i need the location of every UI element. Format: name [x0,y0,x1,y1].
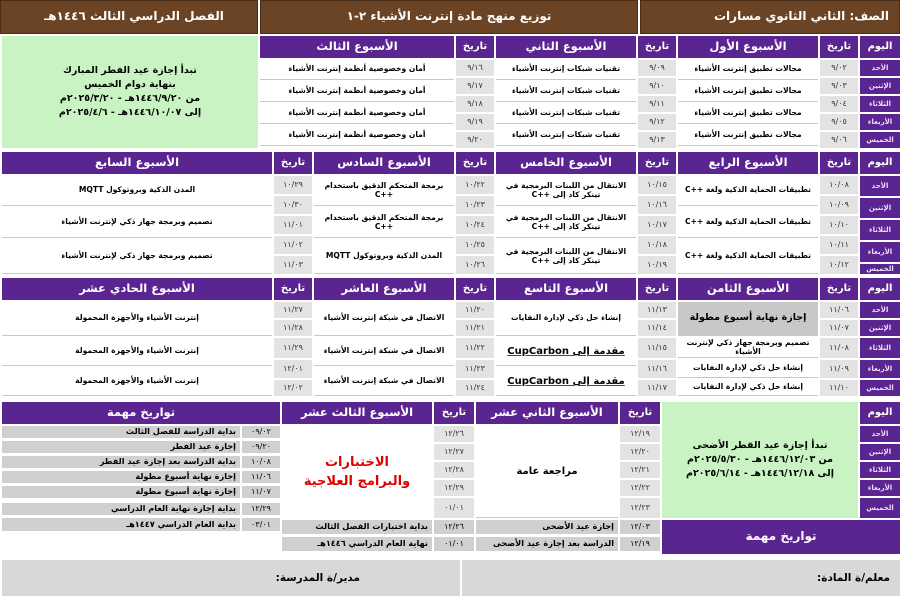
week-7-topic: تصميم وبرمجة جهاز ذكي لإنترنت الأشياء [2,240,272,274]
week-12-date: ١٢/٢٢ [620,480,660,496]
date-header: تاريخ [638,278,676,300]
week-4-date: ١٠/١٠ [820,216,858,234]
important-date: ١٢/٢٦ [434,520,474,535]
week-6-date: ١٠/٢٣ [456,196,494,214]
week-2-topic: تقنيات شبكات إنترنت الأشياء [496,60,636,80]
week-2-date: ٩/١٠ [638,78,676,94]
week-1-topic: مجالات تطبيق إنترنت الأشياء [678,126,818,146]
important-dates-label: تواريخ مهمة [662,520,900,554]
week-5-date: ١٠/١٥ [638,176,676,194]
date-header: تاريخ [638,36,676,58]
fitr-line: بنهاية دوام الخميس [84,79,176,91]
important-item: الدراسة بعد إجازة عيد الأضحى [476,537,618,552]
week-10-topic: الاتصال في شبكة إنترنت الأشياء [314,368,454,396]
important-item: إجازة نهاية أسبوع مطولة [2,486,240,499]
term-header: الفصل الدراسي الثالث ١٤٤٦هـ [0,0,258,34]
week-13-date: ١٢/٢٦ [434,426,474,442]
week-10-topic: الاتصال في شبكة إنترنت الأشياء [314,302,454,336]
week-3-date: ٩/١٦ [456,60,494,76]
week-12-date: ١٢/٢٠ [620,444,660,460]
important-item: بداية العام الدراسي ١٤٤٧هـ [2,518,240,532]
week-4-topic: تطبيقات الحماية الذكية ولغة ++C [678,208,818,238]
week-2-topic: تقنيات شبكات إنترنت الأشياء [496,104,636,124]
week-5-date: ١٠/١٩ [638,256,676,274]
day-label: الثلاثاء [860,96,900,112]
week-6-topic: برمجة المتحكم الدقيق باستخدام ++C [314,176,454,206]
fitr-line: إلى ١٤٤٦/١٠/٠٧هـ - ٢٠٢٥/٤/٦م [58,106,202,118]
fitr-holiday-note [2,36,258,148]
week-11-date: ١١/٢٨ [274,320,312,336]
week-2-topic: تقنيات شبكات إنترنت الأشياء [496,126,636,146]
important-date: ٠٣/٠١ [242,518,280,532]
week-9-topic: مقدمة إلى CupCarbon [496,338,636,366]
day-label: الإثنين [860,198,900,218]
week-10-date: ١١/٢٢ [456,338,494,358]
date-header: تاريخ [820,36,858,58]
day-header: اليوم [860,152,900,174]
date-header: تاريخ [274,152,312,174]
important-item: إجازة عيد الأضحى [476,520,618,535]
adha-line: إلى ١٤٤٦/١٢/١٨هـ - ٢٠٢٥/٦/١٤م [686,467,834,479]
important-item: بداية الدراسة للفصل الثالث [2,426,240,439]
principal-signature: مدير/ة المدرسة: [2,560,460,596]
week-8-topic: إجازة نهاية أسبوع مطولة [678,302,818,336]
adha-line: تبدأ إجازة عيد القطر الأضحى [692,440,828,452]
week-6-date: ١٠/٢٢ [456,176,494,194]
important-item: إجازة عيد الفطر [2,441,240,454]
week-11-date: ١١/٢٩ [274,338,312,358]
week-11-topic: إنترنت الأشياء والأجهزة المحمولة [2,338,272,366]
date-header: تاريخ [820,152,858,174]
week-1-title: الأسبوع الأول [678,36,818,58]
week-3-topic: أمان وخصوصية أنظمة إنترنت الأشياء [260,82,454,102]
adha-holiday-note [662,402,858,518]
week-9-topic: إنشاء حل ذكي لإدارة النفايات [496,302,636,336]
day-label: الأربعاء [860,242,900,262]
week-11-topic: إنترنت الأشياء والأجهزة المحمولة [2,302,272,336]
important-date: ٠٩/٠٢ [242,426,280,439]
week-10-topic: الاتصال في شبكة إنترنت الأشياء [314,338,454,366]
important-date: ١٠/٠٨ [242,456,280,469]
day-label: الإثنين [860,78,900,94]
day-header: اليوم [860,402,900,424]
fitr-line: تبدأ إجازة عيد الفطر المبارك [63,65,197,77]
important-date: ١١/٠٧ [242,486,280,499]
day-label: الأربعاء [860,360,900,378]
date-header: تاريخ [456,36,494,58]
week-8-title: الأسبوع الثامن [678,278,818,300]
week-6-date: ١٠/٢٦ [456,256,494,274]
week-13-topic: الاختبارات والبرامج العلاجية [282,426,432,518]
week-5-topic: الانتقال من اللبنات البرمجية في تينكر كاد إلى ++C [496,208,636,238]
week-2-date: ٩/١٣ [638,132,676,148]
date-header: تاريخ [638,152,676,174]
date-header: تاريخ [274,278,312,300]
day-label: الثلاثاء [860,462,900,478]
week-5-topic: الانتقال من اللبنات البرمجية في تينكر كاد إلى ++C [496,240,636,274]
important-item: نهاية العام الدراسي ١٤٤٦هـ [282,537,432,552]
week-6-date: ١٠/٢٤ [456,216,494,234]
important-date: ٠٩/٢٠ [242,441,280,454]
day-label: الأحد [860,60,900,76]
week-13-date: ١٢/٢٨ [434,462,474,478]
week-1-date: ٩/٠٣ [820,78,858,94]
week-3-topic: أمان وخصوصية أنظمة إنترنت الأشياء [260,126,454,146]
week-13-title: الأسبوع الثالث عشر [282,402,432,424]
week-11-topic: إنترنت الأشياء والأجهزة المحمولة [2,368,272,396]
important-item: بداية الدراسة بعد إجازة عيد الفطر [2,456,240,469]
week-7-date: ١١/٠١ [274,216,312,234]
week-13-date: ١٢/٢٩ [434,480,474,496]
important-date: ١٢/٢٩ [242,503,280,516]
week-2-topic: تقنيات شبكات إنترنت الأشياء [496,82,636,102]
week-4-date: ١٠/٠٨ [820,176,858,194]
week-8-topic: إنشاء حل ذكي لإدارة النفايات [678,380,818,396]
day-label: الإثنين [860,444,900,460]
week-2-title: الأسبوع الثاني [496,36,636,58]
teacher-signature: معلم/ة المادة: [462,560,900,596]
week-7-date: ١١/٠٢ [274,236,312,254]
week-11-date: ١١/٢٧ [274,302,312,318]
important-date: ٠١/٠١ [434,537,474,552]
day-label: الخميس [860,498,900,518]
week-6-topic: برمجة المتحكم الدقيق باستخدام ++C [314,208,454,238]
date-header: تاريخ [434,402,474,424]
week-8-date: ١١/٠٦ [820,302,858,318]
week-12-date: ١٢/٢١ [620,462,660,478]
week-2-date: ٩/٠٩ [638,60,676,76]
week-12-date: ١٢/١٩ [620,426,660,442]
week-12-title: الأسبوع الثاني عشر [476,402,618,424]
week-1-topic: مجالات تطبيق إنترنت الأشياء [678,82,818,102]
week-11-date: ١٢/٠٢ [274,380,312,396]
week-4-topic: تطبيقات الحماية الذكية ولغة ++C [678,240,818,274]
grade-header: الصف: الثاني الثانوي مسارات [640,0,900,34]
week-2-date: ٩/١٢ [638,114,676,130]
week-10-title: الأسبوع العاشر [314,278,454,300]
day-label: الثلاثاء [860,220,900,240]
day-label: الأحد [860,302,900,318]
date-header: تاريخ [456,152,494,174]
week-9-date: ١١/١٦ [638,360,676,378]
week-9-date: ١١/١٥ [638,338,676,358]
week-9-title: الأسبوع التاسع [496,278,636,300]
week-10-date: ١١/٢١ [456,320,494,336]
week-4-topic: تطبيقات الحماية الذكية ولغة ++C [678,176,818,206]
week-7-date: ١٠/٢٩ [274,176,312,194]
week-5-date: ١٠/١٨ [638,236,676,254]
date-header: تاريخ [456,278,494,300]
week-3-date: ٩/٢٠ [456,132,494,148]
week-3-topic: أمان وخصوصية أنظمة إنترنت الأشياء [260,104,454,124]
week-3-title: الأسبوع الثالث [260,36,454,58]
important-dates-title: تواريخ مهمة [2,402,280,424]
week-5-date: ١٠/١٧ [638,216,676,234]
week-1-date: ٩/٠٢ [820,60,858,76]
week-8-topic: إنشاء حل ذكي لإدارة النفايات [678,360,818,378]
subject-header: توزيع منهج مادة إنترنت الأشياء ٢-١ [260,0,638,34]
week-2-date: ٩/١١ [638,96,676,112]
day-label: الإثنين [860,320,900,336]
week-4-date: ١٠/٠٩ [820,196,858,214]
week-8-date: ١١/٠٩ [820,360,858,378]
adha-line: من ١٤٤٦/١٢/٠٣هـ - ٢٠٢٥/٥/٣٠م [687,454,833,466]
week-1-date: ٩/٠٤ [820,96,858,112]
important-item: بداية اختبارات الفصل الثالث [282,520,432,535]
week-8-topic: تصميم وبرمجة جهاز ذكي لإنترنت الأشياء [678,338,818,358]
week-11-title: الأسبوع الحادي عشر [2,278,272,300]
day-label: الخميس [860,380,900,396]
important-date: ١٢/١٩ [620,537,660,552]
day-label: الثلاثاء [860,338,900,358]
important-item: بداية إجازة نهاية العام الدراسي [2,503,240,516]
week-1-date: ٩/٠٥ [820,114,858,130]
week-12-topic: مراجعة عامة [476,426,618,518]
week-1-topic: مجالات تطبيق إنترنت الأشياء [678,60,818,80]
important-date: ١٢/٠٣ [620,520,660,535]
week-3-date: ٩/١٨ [456,96,494,112]
day-label: الخميس [860,132,900,148]
week-7-topic: المدن الذكية وبروتوكول MQTT [2,176,272,206]
week-12-date: ١٢/٢٣ [620,498,660,518]
week-13-date: ١٢/٢٧ [434,444,474,460]
date-header: تاريخ [820,278,858,300]
week-9-topic: مقدمة إلى CupCarbon [496,368,636,396]
date-header: تاريخ [620,402,660,424]
week-9-date: ١١/١٣ [638,302,676,318]
week-6-topic: المدن الذكية وبروتوكول MQTT [314,240,454,274]
week-7-title: الأسبوع السابع [2,152,272,174]
day-label: الخميس [860,264,900,274]
week-5-topic: الانتقال من اللبنات البرمجية في تينكر كاد إلى ++C [496,176,636,206]
week-13-date: ٠١/٠١ [434,498,474,518]
week-10-date: ١١/٢٤ [456,380,494,396]
week-4-date: ١٠/١١ [820,236,858,254]
week-7-topic: تصميم وبرمجة جهاز ذكي لإنترنت الأشياء [2,208,272,238]
week-1-topic: مجالات تطبيق إنترنت الأشياء [678,104,818,124]
day-label: الأربعاء [860,114,900,130]
week-3-date: ٩/١٧ [456,78,494,94]
week-8-date: ١١/١٠ [820,380,858,396]
week-9-date: ١١/١٤ [638,320,676,336]
day-label: الأحد [860,426,900,442]
week-5-title: الأسبوع الخامس [496,152,636,174]
week-3-date: ٩/١٩ [456,114,494,130]
day-header: اليوم [860,36,900,58]
important-item: إجازة نهاية أسبوع مطولة [2,471,240,484]
week-4-title: الأسبوع الرابع [678,152,818,174]
week-8-date: ١١/٠٧ [820,320,858,336]
week-5-date: ١٠/١٦ [638,196,676,214]
week-4-date: ١٠/١٢ [820,256,858,274]
week-7-date: ١١/٠٣ [274,256,312,274]
week-6-title: الأسبوع السادس [314,152,454,174]
week-6-date: ١٠/٢٥ [456,236,494,254]
week-8-date: ١١/٠٨ [820,338,858,358]
week-10-date: ١١/٢٣ [456,360,494,378]
week-10-date: ١١/٢٠ [456,302,494,318]
week-7-date: ١٠/٣٠ [274,196,312,214]
week-3-topic: أمان وخصوصية أنظمة إنترنت الأشياء [260,60,454,80]
week-11-date: ١٢/٠١ [274,360,312,378]
important-date: ١١/٠٦ [242,471,280,484]
week-9-date: ١١/١٧ [638,380,676,396]
day-label: الأحد [860,176,900,196]
day-header: اليوم [860,278,900,300]
day-label: الأربعاء [860,480,900,496]
fitr-line: من ١٤٤٦/٩/٢٠هـ - ٢٠٢٥/٣/٢٠م [59,93,201,104]
week-1-date: ٩/٠٦ [820,132,858,148]
